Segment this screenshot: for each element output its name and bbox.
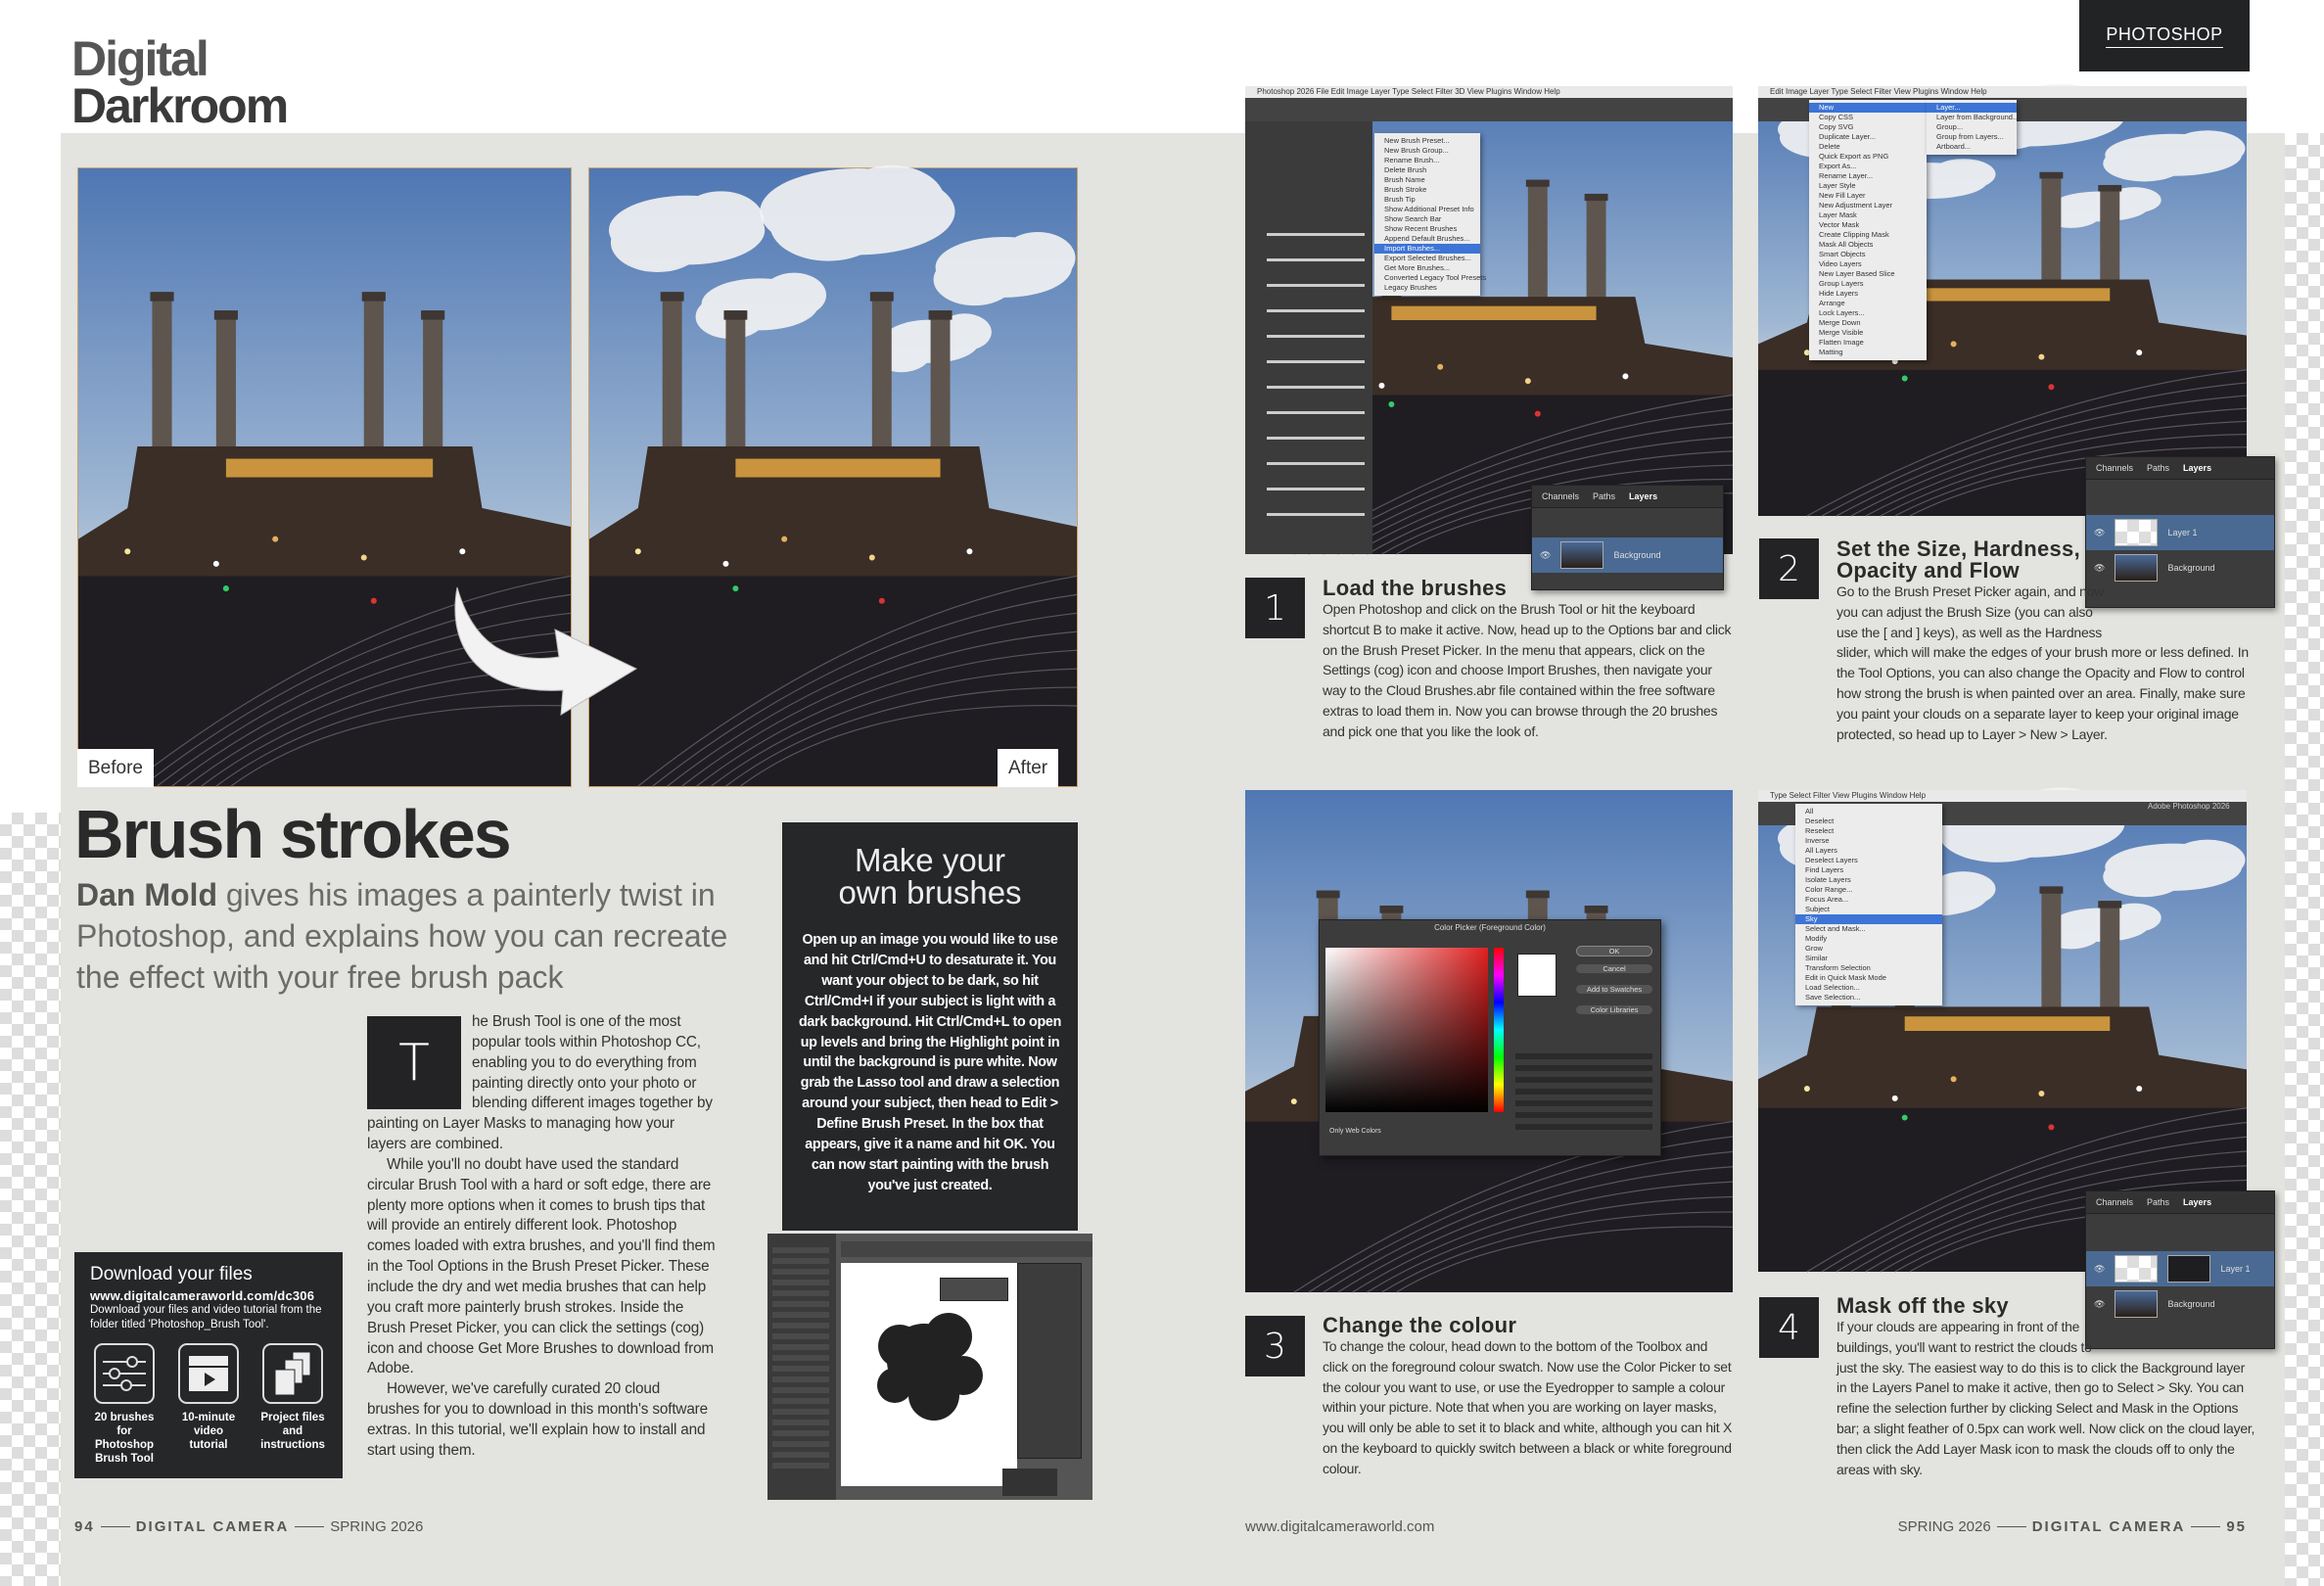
step-2 <box>1836 538 2257 744</box>
tab-channels[interactable]: Channels <box>2096 463 2134 473</box>
menu-item[interactable]: New <box>1809 103 1927 113</box>
color-libraries-button[interactable]: Color Libraries <box>1576 1005 1652 1014</box>
menu-item[interactable]: Grow <box>1805 944 1823 953</box>
menu-item[interactable]: New Brush Group... <box>1384 146 1449 155</box>
step-2-screenshot <box>1758 86 2247 516</box>
light <box>732 585 738 591</box>
menu-item[interactable]: Mask All Objects <box>1819 240 1874 249</box>
menu-item[interactable]: Export As... <box>1819 162 1857 170</box>
video-clapper-icon <box>177 1342 240 1405</box>
step-body: Open Photoshop and click on the Brush Tool or hit the keyboard shortcut B to make it active. Now, head up to the Options bar and click on the Brush Preset Picker. In the menu that appears, click on the Settings (cog) icon and choose Import Brushes, then navigate your way to the Cloud Brushes.abr file contained within the free software extras to load them in. Now you can browse through the 20 brushes and pick one that you like the look of. <box>1323 601 1732 739</box>
menu-item[interactable]: Inverse <box>1805 836 1830 845</box>
masthead-logo <box>71 31 288 133</box>
menu-item[interactable]: Show Additional Preset Info <box>1384 205 1474 213</box>
menu-item[interactable]: Rename Layer... <box>1819 171 1874 180</box>
light <box>2136 350 2142 355</box>
tab-layers[interactable]: Layers <box>1629 491 1658 501</box>
add-to-swatches-button[interactable]: Add to Swatches <box>1576 985 1652 994</box>
light <box>966 548 972 554</box>
menu-item[interactable]: Deselect Layers <box>1805 856 1858 864</box>
menu-item[interactable]: All <box>1805 807 1814 816</box>
menu-item[interactable]: Sky <box>1795 914 1942 924</box>
menu-item[interactable]: Select and Mask... <box>1805 924 1866 933</box>
article-title: Brush strokes <box>74 796 510 872</box>
light <box>2048 1124 2054 1130</box>
article-body <box>367 1012 716 1462</box>
menu-item[interactable]: New Adjustment Layer <box>1819 201 1893 210</box>
step-title: Change the colour <box>1323 1313 1517 1337</box>
menu-item[interactable]: New Layer Based Slice <box>1819 269 1895 278</box>
menu-item[interactable]: Quick Export as PNG <box>1819 152 1889 161</box>
menu-item[interactable]: Brush Tip <box>1384 195 1416 204</box>
light <box>2038 1091 2044 1096</box>
light <box>869 555 875 561</box>
light <box>1291 1098 1297 1104</box>
download-item-label: 20 brushes for Photoshop Brush Tool <box>94 1412 155 1465</box>
menu-item[interactable]: Import Brushes... <box>1374 244 1480 254</box>
transparency-edge <box>2285 133 2324 1586</box>
issue-date: SPRING 2026 <box>330 1518 424 1535</box>
menu-item[interactable]: Hide Layers <box>1819 289 1859 298</box>
menu-item[interactable]: Video Layers <box>1819 259 1862 268</box>
sidebar-title <box>794 844 1066 909</box>
sidebar-body: Open up an image you would like to use and hit Ctrl/Cmd+U to desaturate it. You want your object to be dark, so hit Ctrl/Cmd+I if your subject is light with a dark background. Hit Ctrl/Cmd+L to open up levels and bring the Highlight point in until the background is pure white. Now grab the Lasso tool and draw a selection around your subject, then head to Edit > Define Brush Preset. In the box that appears, give it a name and hit OK. You can now start painting with the brush you've just created. <box>798 932 1062 1193</box>
step-number: 2 <box>1759 538 1819 599</box>
tab-paths[interactable]: Paths <box>2147 1197 2170 1207</box>
menu-item[interactable]: Copy CSS <box>1819 113 1854 121</box>
only-web-colors-checkbox[interactable]: Only Web Colors <box>1329 1128 1381 1135</box>
standfirst <box>76 874 762 998</box>
ps-menubar: Type Select Filter View Plugins Window Help <box>1758 790 2247 802</box>
download-text: Download your files and video tutorial from the folder titled 'Photoshop_Brush Tool'. <box>90 1304 322 1330</box>
light <box>1804 1086 1810 1092</box>
step-4 <box>1836 1295 2257 1479</box>
page-number: 94 <box>74 1518 95 1535</box>
menu-item[interactable]: Rename Brush... <box>1384 156 1440 164</box>
light <box>1892 1096 1898 1101</box>
menu-item[interactable]: Delete <box>1819 142 1840 151</box>
light <box>781 536 787 542</box>
step-3 <box>1323 1315 1734 1479</box>
menu-item[interactable]: Color Range... <box>1805 885 1853 894</box>
layers-panel <box>1531 485 1724 590</box>
issue-date: SPRING 2026 <box>1897 1518 1991 1535</box>
light <box>1535 411 1541 417</box>
brush-settings-menu <box>1374 133 1487 296</box>
layer-name: Background <box>2167 1299 2215 1309</box>
sunlit-facade <box>226 459 433 478</box>
eye-icon[interactable]: 👁 <box>2094 527 2106 537</box>
menu-item[interactable]: Converted Legacy Tool Presets <box>1384 273 1487 282</box>
step-title: Load the brushes <box>1323 576 1508 600</box>
menu-item[interactable]: Smart Objects <box>1819 250 1866 258</box>
menu-item[interactable]: Export Selected Brushes... <box>1384 254 1471 262</box>
download-item <box>258 1342 327 1466</box>
step-1-screenshot <box>1245 86 1733 560</box>
standfirst-text: gives his images a painterly twist in Photoshop, and explains how you can recreate the effect with your free brush pack <box>76 877 728 995</box>
magazine-name: DIGITAL CAMERA <box>135 1518 290 1535</box>
new-submenu: Layer... Layer from Background... Group... Group from Layers... Artboard... <box>1927 100 2017 155</box>
menu-item[interactable]: Lock Layers... <box>1819 308 1865 317</box>
menu-item[interactable]: Layer Mask <box>1819 210 1857 219</box>
step-title: Set the Size, Hardness, Opacity and Flow <box>1836 536 2080 583</box>
light <box>1622 373 1628 379</box>
layer-name: Layer 1 <box>2220 1264 2251 1274</box>
menu-item[interactable]: Legacy Brushes <box>1384 283 1437 292</box>
sidebar-box <box>782 822 1078 1231</box>
light <box>879 598 885 604</box>
section-tab <box>2079 0 2250 71</box>
light <box>1437 364 1443 370</box>
light <box>1951 1076 1957 1082</box>
new-color-swatch <box>1517 954 1557 997</box>
sidebar-title-line: own brushes <box>838 874 1022 910</box>
layer-name: Background <box>1613 550 1661 560</box>
layer-name: Layer 1 <box>2167 528 2198 537</box>
sliders-icon <box>93 1342 156 1405</box>
after-label: After <box>998 749 1058 787</box>
menu-item[interactable]: Duplicate Layer... <box>1819 132 1876 141</box>
light <box>213 561 219 567</box>
menu-item[interactable]: Flatten Image <box>1819 338 1864 347</box>
menu-item[interactable]: Group Layers <box>1819 279 1864 288</box>
light <box>2038 354 2044 360</box>
step-body-text: If your clouds are appearing in front of the buildings, you'll want to restrict the clouds to just the sky. The easiest way to do this is to click the Background layer in the Layers Panel to make it active, then go to Select > Sky. You can refine the selection further by clicking Select and Mask in the Options bar; a slight feather of 0.5px can work well. Now click on the cloud layer, then click the Add Layer Mask icon to mask the clouds off to only the areas with sky. <box>1836 1319 2255 1477</box>
step-number: 3 <box>1245 1316 1305 1376</box>
step-body <box>1836 1317 2257 1479</box>
download-item <box>174 1342 243 1466</box>
eye-icon[interactable]: 👁 <box>2094 562 2106 573</box>
light <box>1902 1115 1908 1121</box>
sidebar-title-line: Make your <box>854 842 1006 878</box>
hue-slider[interactable] <box>1494 948 1504 1112</box>
step-body-text: Go to the Brush Preset Picker again, and now you can adjust the Brush Size (you can also use the [ and ] keys), as well as the Hardness slider, which will make the edges of your brush more or less defined. In the Tool Options, you can also change the Opacity and Flow to control how strong the brush is when painted over an area. Finally, make sure you paint your clouds on a separate layer to keep your original image protected, so head up to Layer > New > Layer. <box>1836 583 2249 742</box>
sunlit-facade <box>735 459 940 478</box>
layer-menu <box>1809 100 1927 360</box>
light <box>371 598 377 604</box>
tab-paths[interactable]: Paths <box>2147 463 2170 473</box>
dialog-title: Color Picker (Foreground Color) <box>1434 923 1546 932</box>
light <box>1951 341 1957 347</box>
magazine-name: DIGITAL CAMERA <box>2031 1518 2186 1535</box>
menu-item[interactable]: Find Layers <box>1805 865 1844 874</box>
light <box>722 561 728 567</box>
light <box>223 585 229 591</box>
download-box <box>74 1252 343 1478</box>
after-photo <box>588 167 1078 787</box>
step-body <box>1836 582 2257 744</box>
paragraph: he Brush Tool is one of the most popular tools within Photoshop CC, enabling you to do everything from painting directly onto your photo or blending different images together by painting on Layer Masks to managing how your layers are combined. <box>367 1013 713 1153</box>
menu-item[interactable]: Vector Mask <box>1819 220 1860 229</box>
color-field[interactable] <box>1325 948 1488 1112</box>
menu-item[interactable]: Arrange <box>1819 299 1845 307</box>
color-picker-dialog <box>1319 919 1661 1156</box>
download-item-label: Project files and instructions <box>260 1412 325 1451</box>
menu-item[interactable]: New Brush Preset... <box>1384 136 1450 145</box>
menu-item[interactable]: Merge Visible <box>1819 328 1864 337</box>
step-body: To change the colour, head down to the bottom of the Toolbox and click on the foreground colour swatch. Now use the Color Picker to set the colour you want to use, or use the Eyedropper to sample a colour within your picture. Note that when you are working on layer masks, you will only be able to set it to black and white, although you can hit X on the keyboard to quickly switch between a black or white foreground colour. <box>1323 1338 1733 1476</box>
light <box>1378 383 1384 389</box>
menu-item[interactable]: Layer Style <box>1819 181 1856 190</box>
menu-item[interactable]: Deselect <box>1805 816 1835 825</box>
ps-menubar: Photoshop 2026 File Edit Image Layer Type Select Filter 3D View Plugins Window Help <box>1245 86 1733 98</box>
menu-item[interactable]: Matting <box>1819 348 1843 356</box>
ok-button[interactable]: OK <box>1576 946 1652 956</box>
layer-mask-thumb[interactable] <box>2167 1255 2210 1283</box>
light <box>361 555 367 561</box>
eye-icon[interactable]: 👁 <box>1540 549 1552 560</box>
step-1 <box>1323 578 1734 742</box>
download-item-label: 10-minute video tutorial <box>181 1412 236 1451</box>
page-number: 95 <box>2226 1518 2247 1535</box>
menu-item[interactable]: Similar <box>1805 954 1828 962</box>
menu-item[interactable]: Modify <box>1805 934 1828 943</box>
step-title: Mask off the sky <box>1836 1293 2009 1318</box>
menu-item[interactable]: Brush Name <box>1384 175 1425 184</box>
menu-item[interactable]: Show Recent Brushes <box>1384 224 1458 233</box>
light <box>459 548 465 554</box>
footer-left <box>74 1518 423 1535</box>
layer-name: Background <box>2167 563 2215 573</box>
ps-menubar: Edit Image Layer Type Select Filter View Plugins Window Help <box>1758 86 2247 98</box>
layer-row[interactable] <box>1532 537 1723 573</box>
cancel-button[interactable]: Cancel <box>1576 964 1652 973</box>
eye-icon[interactable]: 👁 <box>2094 1298 2106 1309</box>
menu-item[interactable]: Isolate Layers <box>1805 875 1851 884</box>
paragraph: While you'll no doubt have used the standard circular Brush Tool with a hard or soft edge, there are plenty more options when it comes to brush tips that will provide an entirely different look. Photoshop comes loaded with extra brushes, and you'll find them in the Tool Options in the Brush Preset Picker. These include the dry and wet media brushes that can help you craft more painterly brush strokes. Inside the Brush Preset Picker, you can click the settings (cog) icon and choose Get More Brushes to download from Adobe. <box>367 1155 716 1377</box>
sunlit-facade <box>1391 306 1596 320</box>
before-label: Before <box>77 749 154 787</box>
define-brush-screenshot <box>767 1234 1092 1500</box>
menu-item[interactable]: Brush Stroke <box>1384 185 1427 194</box>
logo-line-1: Digital <box>71 31 208 86</box>
menu-item[interactable]: Subject <box>1805 905 1831 913</box>
layer-row[interactable] <box>2086 1251 2274 1286</box>
menu-item[interactable]: Copy SVG <box>1819 122 1854 131</box>
download-item <box>90 1342 159 1466</box>
transparency-edge <box>0 813 61 1586</box>
menu-item[interactable]: Edit in Quick Mask Mode <box>1805 973 1886 982</box>
light <box>2048 384 2054 390</box>
arrow-icon <box>445 583 651 720</box>
light <box>1902 376 1908 382</box>
documents-icon <box>261 1342 324 1405</box>
menu-item[interactable]: Show Search Bar <box>1384 214 1442 223</box>
menu-item[interactable]: Transform Selection <box>1805 963 1871 972</box>
tab-layers[interactable]: Layers <box>2183 1197 2212 1207</box>
color-values[interactable] <box>1515 1048 1652 1136</box>
app-title: Adobe Photoshop 2026 <box>2148 802 2230 811</box>
menu-item[interactable]: Save Selection... <box>1805 993 1861 1002</box>
logo-line-2: Darkroom <box>71 78 288 133</box>
menu-item[interactable]: Load Selection... <box>1805 983 1860 992</box>
drop-cap: T <box>367 1016 461 1109</box>
sunlit-facade <box>1905 1016 2111 1031</box>
light <box>124 548 130 554</box>
tab-channels[interactable]: Channels <box>1542 491 1580 501</box>
step-number: 1 <box>1245 578 1305 638</box>
menu-item[interactable]: All Layers <box>1805 846 1837 855</box>
menu-item[interactable]: Merge Down <box>1819 318 1861 327</box>
menu-item[interactable]: Append Default Brushes... <box>1384 234 1470 243</box>
menu-item[interactable]: Get More Brushes... <box>1384 263 1451 272</box>
footer-website <box>1245 1518 1434 1535</box>
paragraph: However, we've carefully curated 20 cloud brushes for you to download in this month's software extras. In this tutorial, we'll explain how to install and start using them. <box>367 1380 708 1459</box>
step-3-screenshot <box>1245 790 1733 1292</box>
light <box>2136 1086 2142 1092</box>
menu-item[interactable]: Reselect <box>1805 826 1835 835</box>
download-url[interactable]: www.digitalcameraworld.com/dc306 <box>90 1288 315 1303</box>
footer-right <box>1898 1518 2247 1535</box>
eye-icon[interactable]: 👁 <box>2094 1263 2106 1274</box>
menu-item[interactable]: New Fill Layer <box>1819 191 1866 200</box>
step-number: 4 <box>1759 1297 1819 1358</box>
light <box>635 548 641 554</box>
tab-layers[interactable]: Layers <box>2183 463 2212 473</box>
menu-item[interactable]: Delete Brush <box>1384 165 1427 174</box>
menu-item[interactable]: Create Clipping Mask <box>1819 230 1889 239</box>
section-tab-label: PHOTOSHOP <box>2106 24 2222 48</box>
menu-item[interactable]: Focus Area... <box>1805 895 1849 904</box>
website-link[interactable]: www.digitalcameraworld.com <box>1245 1518 1435 1535</box>
select-menu <box>1795 804 1942 1005</box>
author-name: Dan Mold <box>76 877 217 912</box>
tab-channels[interactable]: Channels <box>2096 1197 2134 1207</box>
light <box>1388 401 1394 407</box>
light <box>1525 378 1531 384</box>
tab-paths[interactable]: Paths <box>1593 491 1616 501</box>
sunlit-facade <box>1905 288 2111 301</box>
download-title: Download your files <box>90 1264 253 1284</box>
light <box>272 536 278 542</box>
